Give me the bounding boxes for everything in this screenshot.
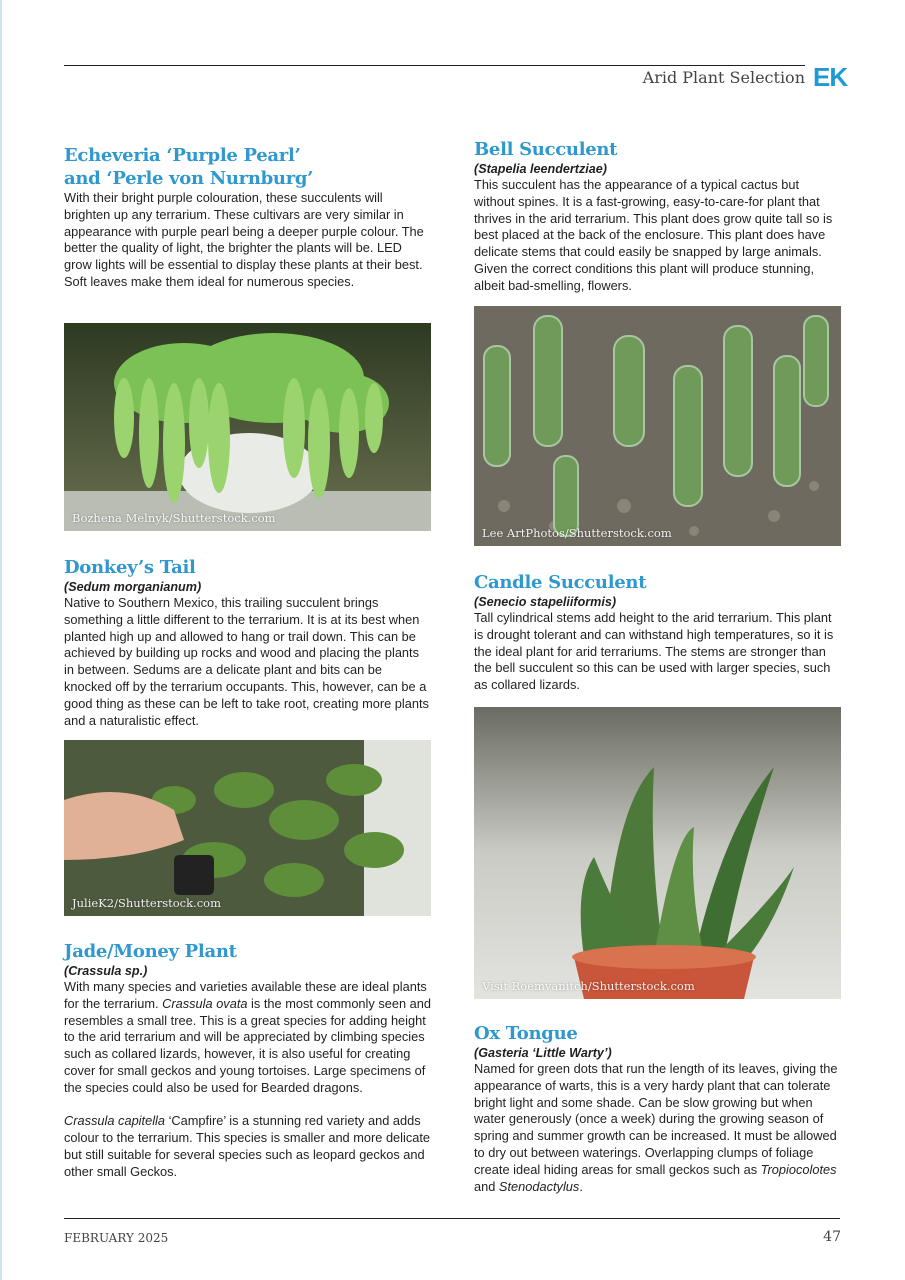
running-header: Arid Plant Selection — [642, 68, 805, 87]
section-ox-tongue — [474, 1022, 841, 1195]
latin-name: (Senecio stapeliiformis) — [474, 595, 617, 609]
section-jade — [64, 940, 431, 1181]
section-body: This succulent has the appearance of a typical cactus but without spines. It is a fast-growing, easy-to-care-for plant that thrives in the arid terrarium. This plant does grow quite tall so is best placed at the back of the enclosure. This plant does have delicate stems that could easily be snapped by large animals. Given the correct conditions this plant will produce stunning, albeit bad-smelling, flowers. — [474, 177, 833, 293]
section-title: Bell Succulent — [474, 139, 618, 160]
photo-credit: JulieK2/Shutterstock.com — [72, 896, 221, 910]
section-title: Candle Succulent — [474, 572, 647, 593]
photo-credit: Bozhena Melnyk/Shutterstock.com — [72, 511, 276, 525]
species-name: Crassula ovata — [162, 995, 248, 1011]
magazine-logo: EK — [813, 62, 848, 92]
section-title: Ox Tongue — [474, 1023, 578, 1044]
issue-date: FEBRUARY 2025 — [64, 1231, 169, 1245]
bell-succulent-photo-illustration — [474, 306, 841, 546]
body-text: is the most commonly seen and resembles a small tree. This is a great species for adding height to the arid terrarium and will be appreciated by climbing species such as collared lizards, however, it is also useful for creating cover for small geckos and young tortoises. Large specimens of the species could also be used for Bearded dragons. — [64, 995, 432, 1095]
page-edge — [0, 0, 2, 1280]
latin-name: (Sedum morganianum) — [64, 580, 202, 594]
header-rule — [64, 65, 805, 66]
photo-jade — [64, 740, 431, 916]
section-title: Jade/Money Plant — [64, 941, 237, 962]
ox-tongue-photo-illustration — [474, 707, 841, 999]
section-title: Donkey’s Tail — [64, 557, 196, 578]
page-number: 47 — [823, 1229, 841, 1245]
photo-bell-succulent — [474, 306, 841, 546]
footer-rule — [64, 1218, 840, 1219]
body-text: . — [579, 1178, 583, 1194]
body-text: With many species and varieties available these are ideal plants for the terrarium. — [64, 979, 427, 1011]
section-body: Tall cylindrical stems add height to the arid terrarium. This plant is drought tolerant and can withstand high temperatures, so it is the ideal plant for arid terrariums. The stems are stronger than the bell succulent so this can be used with larger species, such as collared lizards. — [474, 610, 834, 693]
section-echeveria — [64, 144, 431, 291]
latin-name: (Crassula sp.) — [64, 964, 148, 978]
species-name: Crassula capitella — [64, 1113, 166, 1129]
body-text: Named for green dots that run the length of its leaves, giving the appearance of warts, this is a very hardy plant that can tolerate bright light and some shade. Can be slow growing but when water generously (once a week) during the growing season of spring and summer growth can be increased. It must be allowed to dry out between waterings. Overlapping clumps of foliage create ideal hiding areas for small geckos such as — [474, 1061, 838, 1177]
species-name: Stenodactylus — [498, 1178, 580, 1194]
latin-name: (Gasteria ‘Little Warty’) — [474, 1046, 612, 1060]
title-line-2: and ‘Perle von Nurnburg’ — [64, 168, 314, 189]
body-text: ‘Campfire’ is a stunning red variety and adds colour to the terrarium. This species is smaller and more delicate but still suitable for several species such as leopard geckos and other small Geckos. — [64, 1113, 431, 1179]
photo-credit: Lee ArtPhotos/Shutterstock.com — [482, 526, 672, 540]
section-body: With their bright purple colouration, these succulents will brighten up any terrarium. These cultivars are very similar in appearance with purple pearl being a deeper purple colour. The better the quality of light, the brighter the plants will be. LED grow lights will be essential to display these plants at their best. Soft leaves make them ideal for numerous species. — [64, 190, 424, 289]
title-line-1: Echeveria ‘Purple Pearl’ — [64, 145, 301, 166]
section-title — [64, 144, 431, 190]
section-body-1 — [64, 979, 431, 1097]
section-bell — [474, 138, 841, 295]
photo-credit: Visit Roemvanitch/Shutterstock.com — [482, 979, 695, 993]
succulent-photo-illustration — [64, 323, 431, 531]
section-body: Native to Southern Mexico, this trailing succulent brings something a little different to the terrarium. It is at its best when planted high up and allowed to hang or trail down. This can be achieved by building up rocks and wood and placing the plants in between. Sedums are a delicate plant and bits can be knocked off by the terrarium occupants. This, however, can be a good thing as these can be left to take root, creating more plants and a naturalistic effect. — [64, 595, 429, 728]
section-body-2 — [64, 1113, 431, 1180]
photo-donkeys-tail — [64, 323, 431, 531]
latin-name: (Stapelia leendertziae) — [474, 162, 607, 176]
section-donkeys-tail — [64, 556, 431, 729]
body-text: and — [474, 1178, 499, 1194]
species-name: Tropiocolotes — [760, 1161, 837, 1177]
section-candle — [474, 571, 841, 694]
jade-photo-illustration — [64, 740, 431, 916]
section-body — [474, 1061, 841, 1195]
photo-ox-tongue — [474, 707, 841, 999]
